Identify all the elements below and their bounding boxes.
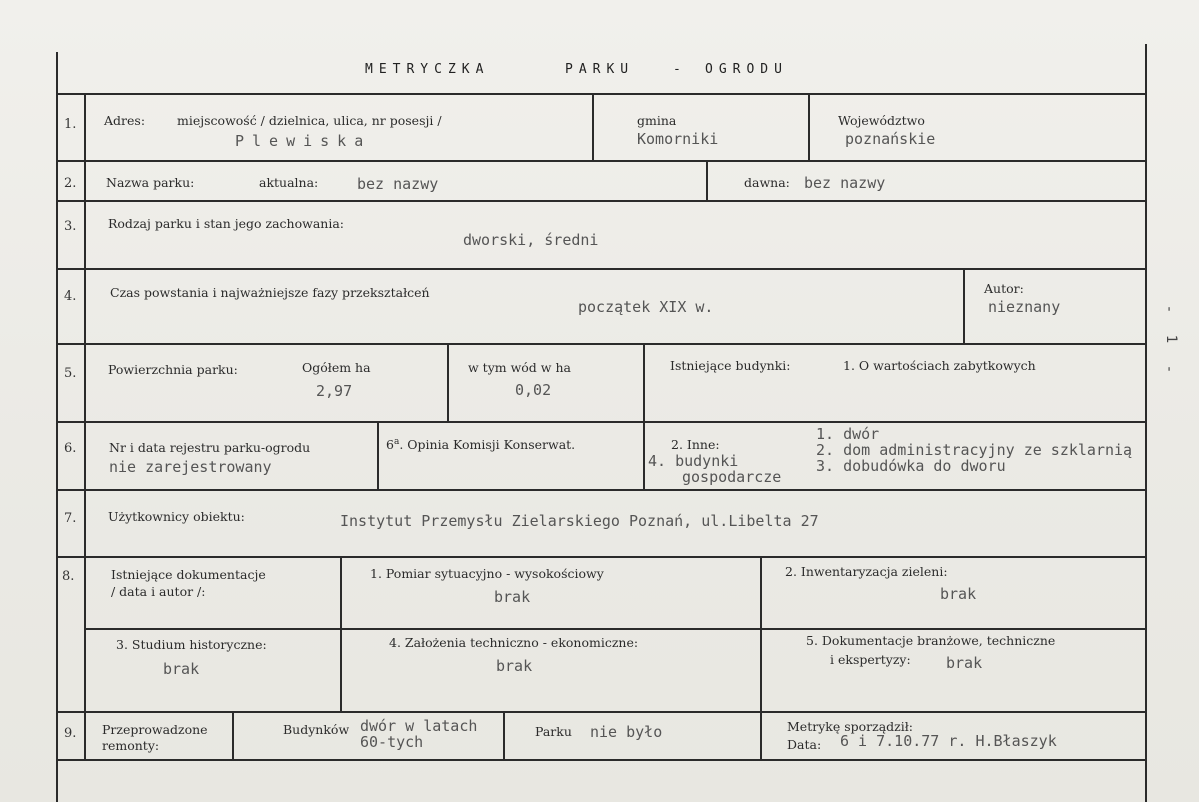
date-and-author-value: 6 i 7.10.77 r. H.Błaszyk (840, 732, 1057, 750)
area-label: Powierzchnia parku: (108, 362, 238, 377)
vdiv-r8-b (760, 558, 762, 711)
prepared-by-label: Metrykę sporządził: (787, 719, 914, 734)
date-label: Data: (787, 737, 822, 752)
park-type-label: Rodzaj parku i stan jego zachowania: (108, 216, 344, 231)
top-border (56, 93, 1147, 95)
form-title-word-3: OGRODU (705, 62, 788, 77)
voivodeship-value: poznańskie (845, 130, 936, 148)
row-sep-6 (56, 489, 1147, 491)
tech-econ-value: brak (496, 657, 533, 675)
row-sep-2 (56, 200, 1147, 202)
vdiv-r9-a (232, 713, 234, 759)
current-name-value: bez nazwy (357, 175, 439, 193)
buildings-repair-value-line-2: 60-tych (360, 733, 424, 751)
branch-docs-value: brak (946, 654, 983, 672)
row-sep-9 (56, 759, 1147, 761)
vdiv-r5-a (447, 345, 449, 421)
registry-value: nie zarejestrowany (109, 458, 272, 476)
survey-label: 1. Pomiar sytuacyjno - wysokościowy (370, 566, 604, 581)
existing-buildings-label: Istniejące budynki: (670, 358, 791, 373)
num-column-divider (84, 95, 86, 760)
row-sep-8-inner (86, 628, 1147, 630)
vdiv-r8-a (340, 558, 342, 711)
branch-docs-label-line-1: 5. Dokumentacje branżowe, techniczne (806, 633, 1056, 648)
row-sep-1 (56, 160, 1147, 162)
vdiv-r2 (706, 162, 708, 200)
docs-label-line-2: / data i autor /: (111, 584, 206, 599)
left-border (56, 52, 58, 802)
historical-study-value: brak (163, 660, 200, 678)
repairs-label-line-1: Przeprowadzone (102, 722, 208, 737)
farm-buildings-line-1: 4. budynki (648, 452, 739, 470)
historical-study-label: 3. Studium historyczne: (116, 637, 267, 652)
row-number: 4. (64, 289, 77, 304)
opinion-superscript: a (393, 437, 400, 447)
gmina-label: gmina (637, 113, 677, 128)
row-sep-3 (56, 268, 1147, 270)
margin-mark: 1 (1163, 334, 1180, 344)
users-value: Instytut Przemysłu Zielarskiego Poznań, ul.Libelta 27 (340, 512, 819, 530)
vdiv-r9-c (760, 713, 762, 759)
vdiv-r6-a (377, 423, 379, 489)
row-number: 7. (64, 511, 77, 526)
survey-value: brak (494, 588, 531, 606)
water-area-value: 0,02 (515, 381, 552, 399)
address-label: Adres: (104, 113, 146, 128)
opinion-text: . Opinia Komisji Konserwat. (399, 437, 576, 453)
branch-docs-label-line-2: i ekspertyzy: (830, 652, 911, 667)
margin-mark: - (1161, 304, 1178, 314)
voivodeship-label: Województwo (838, 113, 925, 128)
right-border (1145, 44, 1147, 802)
vdiv-r1-a (592, 95, 594, 160)
docs-label-line-1: Istniejące dokumentacje (111, 567, 266, 582)
address-value: Plewiska (235, 132, 372, 150)
vdiv-r5-b (643, 345, 645, 421)
vdiv-r4 (963, 270, 965, 343)
row-sep-5 (56, 421, 1147, 423)
vdiv-r6-b (643, 423, 645, 489)
historic-buildings-label: 1. O wartościach zabytkowych (843, 358, 1036, 373)
row-number: 3. (64, 219, 77, 234)
form-title-word-2: PARKU (565, 62, 635, 77)
buildings-list-item: 1. dwór (816, 425, 880, 443)
vdiv-r9-b (503, 713, 505, 759)
buildings-list-item: 2. dom administracyjny ze szklarnią (816, 441, 1133, 459)
park-name-label: Nazwa parku: (106, 175, 195, 190)
repairs-label-line-2: remonty: (102, 738, 160, 753)
registry-label: Nr i data rejestru parku-ogrodu (109, 440, 311, 455)
total-area-value: 2,97 (316, 382, 353, 400)
park-type-value: dworski, średni (463, 231, 599, 249)
water-area-label: w tym wód w ha (468, 360, 571, 375)
history-value: początek XIX w. (578, 298, 714, 316)
row-sep-7 (56, 556, 1147, 558)
row-sep-8 (56, 711, 1147, 713)
current-name-label: aktualna: (259, 175, 319, 190)
park-repair-label: Parku (535, 724, 572, 739)
park-repair-value: nie było (590, 723, 663, 741)
address-sub-label: miejscowość / dzielnica, ulica, nr posesji / (177, 113, 442, 128)
total-area-label: Ogółem ha (302, 360, 371, 375)
farm-buildings-line-2: gospodarcze (682, 468, 782, 486)
author-label: Autor: (984, 281, 1024, 296)
tech-econ-label: 4. Założenia techniczno - ekonomiczne: (389, 635, 639, 650)
buildings-list-item: 3. dobudówka do dworu (816, 457, 1006, 475)
row-number: 6. (64, 441, 77, 456)
other-buildings-label: 2. Inne: (671, 437, 720, 452)
gmina-value: Komorniki (637, 130, 719, 148)
buildings-repair-label: Budynków (283, 722, 350, 737)
former-name-label: dawna: (744, 175, 790, 190)
row-number: 2. (64, 176, 77, 191)
opinion-number: 6 (386, 437, 394, 453)
users-label: Użytkownicy obiektu: (108, 509, 245, 524)
author-value: nieznany (988, 298, 1061, 316)
margin-mark: - (1161, 364, 1178, 374)
vdiv-r1-b (808, 95, 810, 160)
row-number: 1. (64, 117, 77, 132)
row-number: 5. (64, 366, 77, 381)
history-label: Czas powstania i najważniejsze fazy przekształceń (110, 285, 430, 300)
greenery-inventory-label: 2. Inwentaryzacja zieleni: (785, 564, 948, 579)
buildings-repair-value-line-1: dwór w latach (360, 717, 478, 735)
former-name-value: bez nazwy (804, 174, 886, 192)
form-title-word-1: METRYCZKA (365, 62, 490, 77)
row-number: 8. (62, 569, 75, 584)
row-number: 9. (64, 726, 77, 741)
form-title-dash: - (673, 62, 687, 77)
row-sep-4 (56, 343, 1147, 345)
greenery-inventory-value: brak (940, 585, 977, 603)
conservator-opinion-label (386, 438, 575, 452)
